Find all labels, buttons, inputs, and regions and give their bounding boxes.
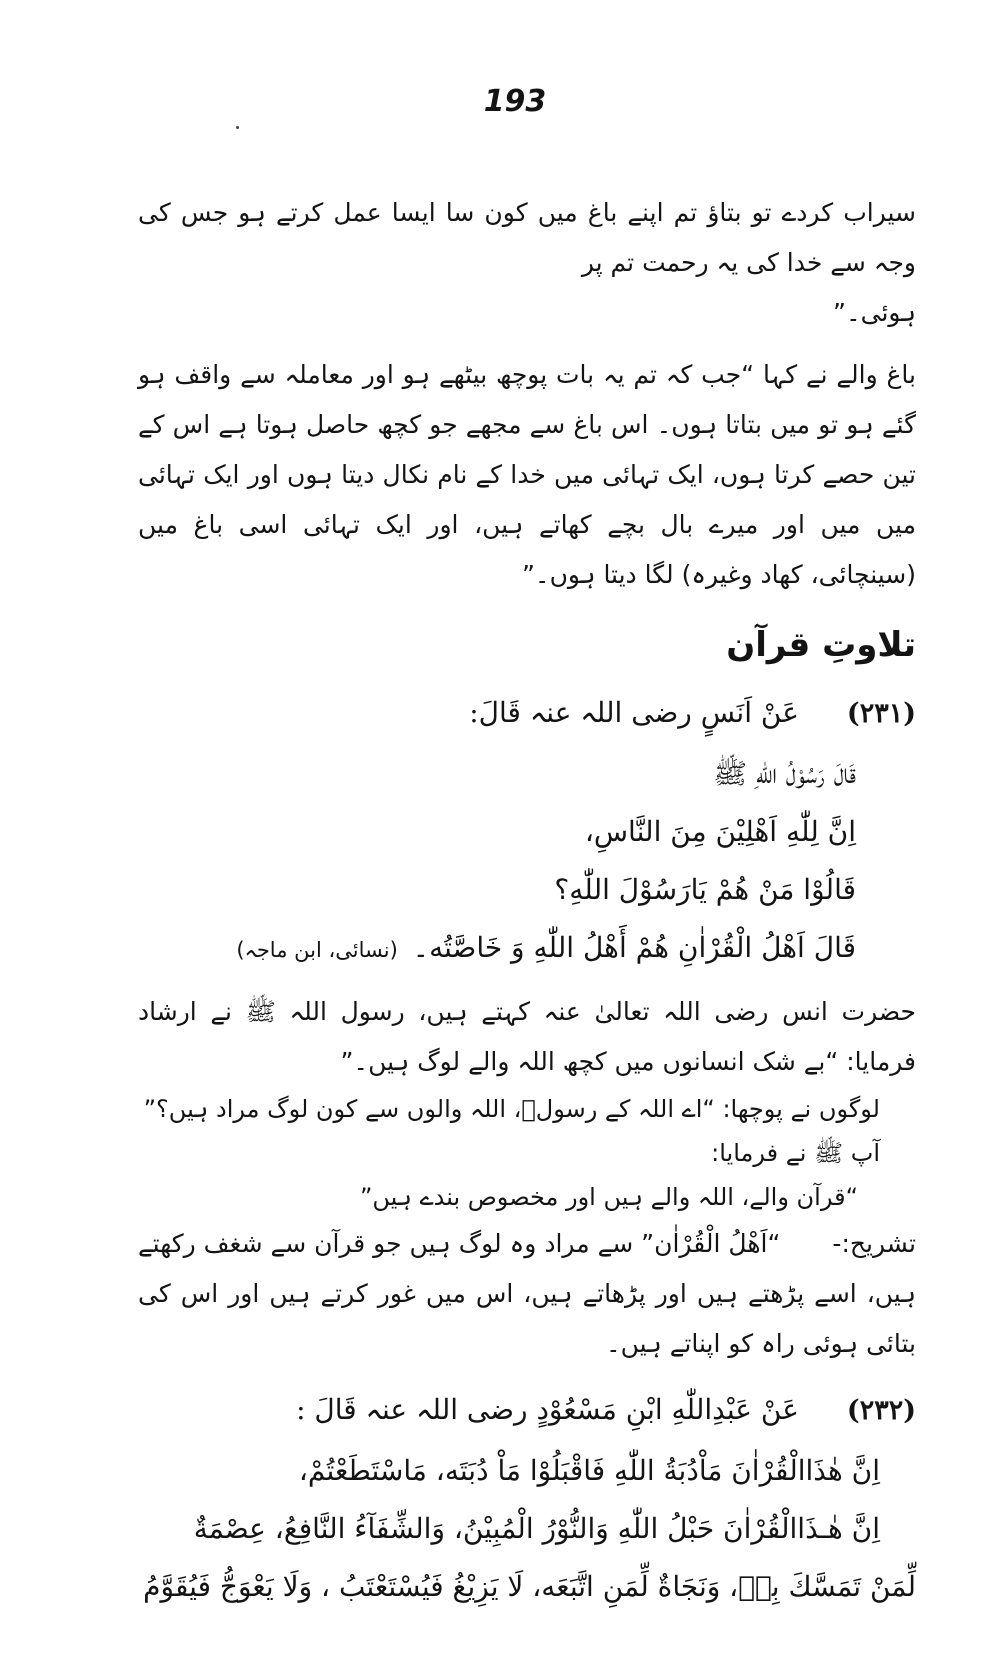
hadith-232-header (138, 1383, 916, 1438)
hadith-232-narrator: عَنْ عَبْدِاللّٰهِ ابْنِ مَسْعُوْدٍ رضی اللہ عنہ قَالَ : (296, 1393, 799, 1426)
hadith-232-number: (۲۳۲) (846, 1395, 916, 1426)
hadith-231-reply: “قرآن والے، اللہ والے ہیں اور مخصوص بندے ہیں” (359, 1183, 858, 1211)
hadith-231-explanation-block (138, 1219, 916, 1369)
hadith-232 (138, 1383, 916, 1616)
page-body (138, 188, 916, 1616)
hadith-231-number: (۲۳۱) (846, 698, 916, 729)
hadith-231-arabic-line-1: قَالَ رَسُوْلُ اللّٰهِ ﷺ (713, 757, 856, 790)
print-speck (236, 126, 239, 129)
hadith-231-reply-intro: آپ ﷺ نے فرمایا: (711, 1139, 880, 1167)
hadith-231 (138, 686, 916, 1369)
hadith-231-translation: حضرت انس رضی اللہ تعالیٰ عنہ کہتے ہیں، رسول اللہ ﷺ نے ارشاد فرمایا: “بے شک انسانوں میں کچھ اللہ والے لوگ ہیں۔” (138, 997, 916, 1076)
explanation-label: تشریح:- (832, 1229, 917, 1258)
hadith-231-narrator: عَنْ اَنَسٍ رضی اللہ عنہ قَالَ: (469, 696, 799, 729)
hadith-231-arabic-line-3: قَالُوْا مَنْ هُمْ يَارَسُوْلَ اللّٰهِ؟ (554, 873, 856, 906)
intro-line-2: ہوئی۔” (833, 298, 916, 327)
hadith-232-arabic-line-3: لِّمَنْ تَمَسَّكَ بِهٖ، وَنَجَاةٌ لِّمَنِ اتَّبَعَه، لَا يَزِيْغُ فَيُسْتَعْتَبُ ، وَلَا يَعْوَجُّ فَيُقَوَّمُ (143, 1570, 916, 1603)
hadith-231-arabic-line-4-text: قَالَ اَهْلُ الْقُرْاٰنِ هُمْ أَهْلُ اللّٰهِ وَ خَاصَّتُه۔ (412, 931, 856, 964)
hadith-231-header (138, 686, 916, 741)
farmer-paragraph: باغ والے نے کہا “جب کہ تم یہ بات پوچھ بیٹھے ہو اور معاملہ سے واقف ہو گئے ہو تو میں بتاتا ہوں۔ اس باغ سے مجھے جو کچھ حاصل ہوتا ہے اس کے تین حصے کرتا ہوں، ایک تہائی میں خدا کے نام نکال دیتا ہوں اور ایک تہائی میں میں اور میرے بال بچے کھاتے ہیں، اور ایک تہائی اسی باغ میں (سینچائی، کھاد وغیرہ) لگا دیتا ہوں۔” (138, 360, 916, 589)
hadith-231-explanation: “اَهْلُ الْقُرْاٰن” سے مراد وہ لوگ ہیں جو قرآن سے شغف رکھتے ہیں، اسے پڑھتے ہیں اور پڑھاتے ہیں، اس میں غور کرتے ہیں اور اس کی بتائی ہوئی راہ کو اپناتے ہیں۔ (138, 1229, 916, 1358)
intro-line-1: سیراب کردے تو بتاؤ تم اپنے باغ میں کون سا ایسا عمل کرتے ہو جس کی وجہ سے خدا کی یہ رحمت تم پر (138, 198, 916, 277)
hadith-231-question: لوگوں نے پوچھا: “اے اللہ کے رسولؐ، اللہ والوں سے کون لوگ مراد ہیں؟” (143, 1095, 880, 1123)
hadith-231-arabic-line-2: اِنَّ لِلّٰهِ اَهْلِيْنَ مِنَ النَّاسِ، (584, 815, 856, 848)
section-heading: تلاوتِ قرآن (726, 625, 916, 665)
hadith-231-arabic-line-4 (138, 919, 916, 979)
intro-paragraph (138, 188, 916, 338)
hadith-232-arabic-line-2: اِنَّ هٰـذَاالْقُرْاٰنَ حَبْلُ اللّٰهِ وَالنُّوْرُ الْمُبِيْنُ، وَالشِّفَآءُ النَّافِعُ، عِصْمَةٌ (193, 1512, 880, 1545)
hadith-232-arabic-line-1: اِنَّ هٰذَاالْقُرْاٰنَ مَاْدُبَةُ اللّٰهِ فَاقْبَلُوْا مَاْ دُبَتَه، مَاسْتَطَعْتُمْ، (298, 1454, 880, 1487)
page-number: 193 (483, 84, 547, 119)
hadith-231-reference: (نسائی، ابن ماجہ) (236, 938, 398, 962)
